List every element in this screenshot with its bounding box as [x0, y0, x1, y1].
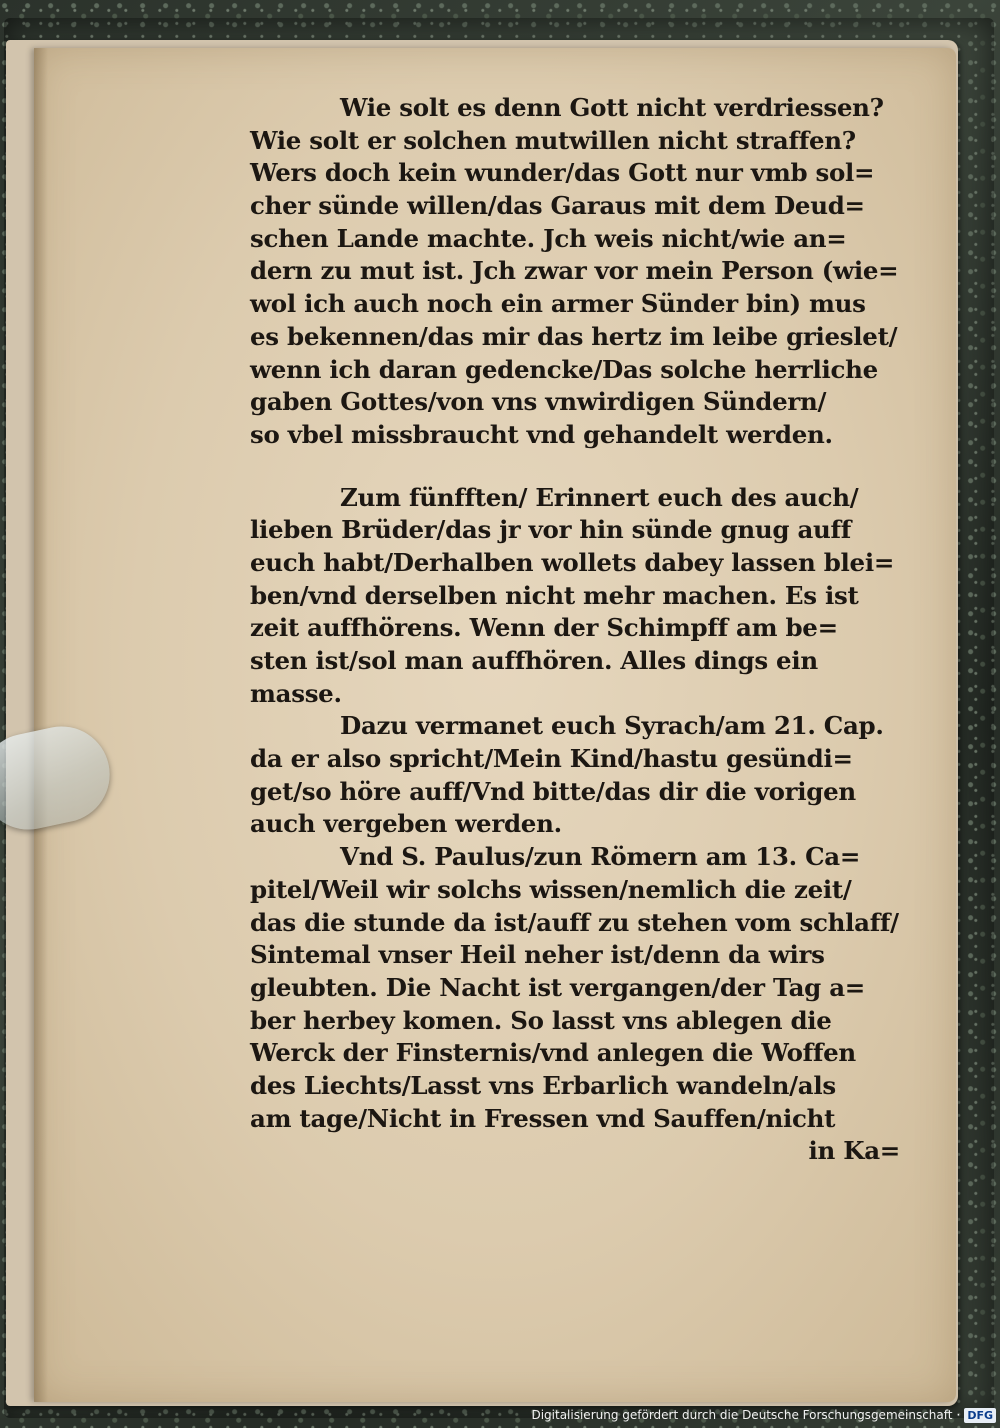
text-line: cher sünde willen/das Garaus mit dem Deud= [250, 191, 865, 221]
catchword: in Ka= [808, 1136, 900, 1166]
text-line: auch vergeben werden. [250, 809, 562, 839]
text-line: ben/vnd derselben nicht mehr machen. Es ist [250, 580, 859, 610]
text-line: wol ich auch noch ein armer Sünder bin) mus [250, 289, 866, 319]
text-line: das die stunde da ist/auff zu stehen vom schlaff/ [250, 907, 899, 937]
text-line: Wie solt er solchen mutwillen nicht straffen? [250, 125, 856, 155]
dfg-logo: DFG [964, 1408, 996, 1423]
text-line: Wie solt es denn Gott nicht verdriessen? [340, 93, 884, 122]
text-line: Sintemal vnser Heil neher ist/denn da wirs [250, 940, 825, 970]
text-line: ber herbey komen. So lasst vns ablegen die [250, 1005, 832, 1035]
text-line: Wers doch kein wunder/das Gott nur vmb sol= [250, 158, 875, 188]
text-line: masse. [250, 678, 342, 708]
text-line: lieben Brüder/das jr vor hin sünde gnug auff [250, 515, 852, 545]
credit-text: Digitalisierung gefördert durch die Deutsche Forschungsgemeinschaft [531, 1408, 953, 1422]
text-line: da er also spricht/Mein Kind/hastu gesündi= [250, 744, 853, 774]
text-line: get/so höre auff/Vnd bitte/das dir die vorigen [250, 776, 856, 806]
text-line: euch habt/Derhalben wollets dabey lassen blei= [250, 547, 895, 577]
text-line: Werck der Finsternis/vnd anlegen die Woffen [250, 1038, 856, 1068]
text-line: Zum fünfften/ Erinnert euch des auch/ [340, 482, 859, 512]
text-line: dern zu mut ist. Jch zwar vor mein Person (wie= [250, 256, 899, 286]
text-line: es bekennen/das mir das hertz im leibe grieslet/ [250, 321, 898, 351]
text-line: Dazu vermanet euch Syrach/am 21. Cap. [340, 711, 884, 741]
text-line: gleubten. Die Nacht ist vergangen/der Tag a= [250, 972, 866, 1002]
text-line: pitel/Weil wir solchs wissen/nemlich die zeit/ [250, 874, 852, 904]
text-line: des Liechts/Lasst vns Erbarlich wandeln/als [250, 1070, 836, 1100]
text-line: Vnd S. Paulus/zun Römern am 13. Ca= [340, 842, 861, 872]
text-line: gaben Gottes/von vns vnwirdigen Sündern/ [250, 387, 827, 417]
page-gutter-shadow [34, 48, 48, 1402]
text-line: am tage/Nicht in Fressen vnd Sauffen/nicht [250, 1103, 836, 1133]
digitization-credit [531, 1404, 996, 1426]
text-line: wenn ich daran gedencke/Das solche herrliche [250, 354, 878, 384]
blackletter-text-block [250, 92, 930, 1168]
text-line: so vbel missbraucht vnd gehandelt werden. [250, 419, 833, 449]
text-line: zeit auffhörens. Wenn der Schimpff am be= [250, 613, 838, 643]
text-line: sten ist/sol man auffhören. Alles dings ein [250, 646, 818, 675]
credit-separator: · [956, 1408, 961, 1422]
paragraph-gap [250, 452, 930, 482]
text-line: schen Lande machte. Jch weis nicht/wie an= [250, 223, 847, 253]
